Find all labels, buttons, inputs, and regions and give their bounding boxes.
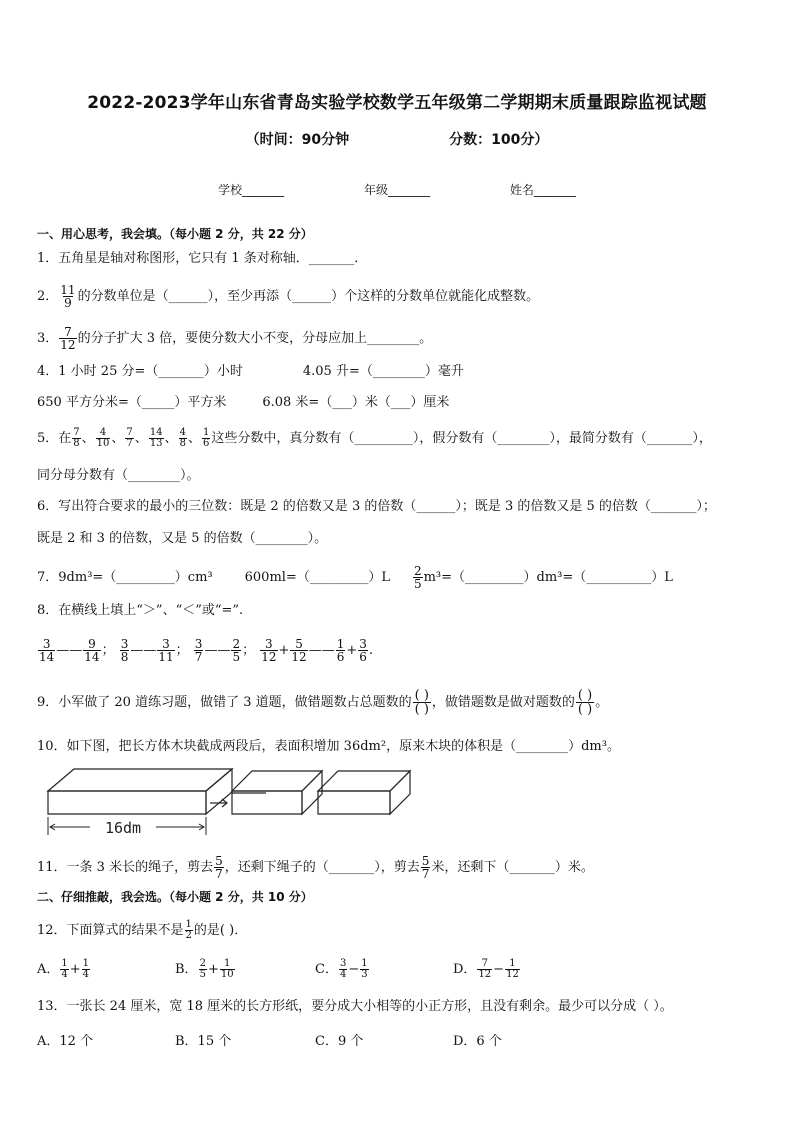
question-text: 。 (595, 695, 609, 710)
denominator: 12 (261, 650, 277, 664)
option-label: D． (453, 962, 477, 977)
fraction (60, 959, 68, 980)
numerator: 1 (61, 958, 68, 969)
option-b[interactable]: B．15 个 (175, 1034, 232, 1049)
question-4-line-2 (37, 393, 449, 413)
question-5-line-2: 同分母分数有（________）。 (37, 468, 200, 483)
numerator: 14 (149, 427, 163, 438)
separator: 、 (111, 431, 125, 446)
question-text: ，做错题数是做对题数的 (431, 695, 575, 710)
fraction (38, 638, 55, 663)
option-label: C． (315, 962, 338, 977)
separator: ； (101, 643, 115, 658)
section-2-title: 二、仔细推敲，我会选。（每小题 2 分，共 10 分） (37, 890, 313, 904)
answer-fraction-blank (576, 689, 594, 716)
denominator: 4 (61, 969, 68, 980)
fraction (336, 638, 346, 663)
fraction (125, 428, 133, 449)
question-text: 12．下面算式的结果不是 (37, 923, 184, 938)
compare-blank: —— (204, 643, 231, 658)
fraction (82, 959, 90, 980)
fraction (202, 428, 210, 449)
question-1: 1．五角星是轴对称图形，它只有 1 条对称轴．_______． (37, 251, 368, 266)
operator: − (493, 962, 505, 977)
question-12-options (37, 958, 757, 988)
separator: ； (242, 643, 256, 658)
fraction (260, 638, 277, 663)
compare-blank: —— (130, 643, 157, 658)
option-a[interactable] (37, 958, 91, 980)
question-7 (37, 565, 673, 590)
separator: 、 (134, 431, 148, 446)
cut-block-right (318, 771, 410, 814)
option-c[interactable]: C．9 个 (315, 1034, 364, 1049)
q4-part-a: 4．1 小时 25 分=（_______）小时 (37, 364, 243, 379)
numerator: 1 (361, 958, 368, 969)
denominator: 13 (149, 438, 163, 449)
question-13: 13．一张长 24 厘米，宽 18 厘米的长方形纸，要分成大小相等的小正方形，且没有剩余。最少可以分成（ ）。 (37, 999, 673, 1014)
compare-blank: —— (56, 643, 83, 658)
period: . (368, 643, 374, 658)
question-text: 的分数单位是（______），至少再添（______）个这样的分数单位就能化成整数。 (77, 289, 540, 304)
question-number: 2． (37, 289, 59, 304)
question-10: 10．如下图，把长方体木块截成两段后，表面积增加 36dm²，原来木块的体积是（________）dm³。 (37, 739, 620, 754)
denominator: 11 (158, 650, 174, 664)
separator: 、 (81, 431, 95, 446)
denominator: 10 (220, 969, 234, 980)
numerator: 1 (82, 958, 90, 969)
fraction (149, 428, 164, 449)
denominator: 4 (339, 969, 347, 980)
numerator: 3 (265, 637, 273, 651)
separator: 、 (164, 431, 178, 446)
numerator: 5 (295, 637, 303, 651)
plus-sign: + (278, 643, 290, 658)
question-4-line-1 (37, 362, 464, 382)
fraction (199, 959, 207, 980)
operator: + (69, 962, 81, 977)
q7-part-b: 600ml=（_________）L (244, 570, 390, 585)
question-8-instruction: 8．在横线上填上“＞”、“＜”或“=”. (37, 603, 244, 618)
question-text: 这些分数中，真分数有（_________），假分数有（________），最简分数有（_______）， (211, 431, 712, 446)
question-5-line-1 (37, 428, 712, 449)
block-top-face (48, 769, 232, 791)
question-text: 的分子扩大 3 倍，要使分数大小不变，分母应加上________。 (77, 331, 433, 346)
numerator: 1 (509, 958, 516, 969)
separator: ； (175, 643, 189, 658)
q4-part-c: 650 平方分米=（_____）平方米 (37, 395, 227, 410)
fraction (477, 959, 492, 980)
question-2 (37, 284, 539, 309)
answer-fraction-blank (413, 689, 431, 716)
question-text: 米，还剩下（_______）米。 (431, 860, 594, 875)
fraction (339, 959, 347, 980)
operator: + (207, 962, 219, 977)
denominator: 6 (359, 650, 367, 664)
time-limit: （时间：90分钟 (245, 132, 350, 148)
denominator: 12 (478, 969, 492, 980)
name-field: 姓名_______ (509, 183, 576, 197)
numerator: 7 (73, 427, 80, 438)
fraction (505, 959, 520, 980)
option-b[interactable] (175, 958, 236, 980)
fraction (96, 428, 111, 449)
fraction (72, 428, 80, 449)
numerator: 3 (162, 637, 170, 651)
denominator: 7 (421, 867, 430, 881)
question-12 (37, 920, 247, 941)
question-number: 3． (37, 331, 59, 346)
option-label: B． (175, 962, 198, 977)
fraction (185, 920, 193, 941)
option-label: A． (37, 962, 60, 977)
denominator: 12 (60, 338, 76, 352)
grade-field: 年级_______ (363, 183, 430, 197)
numerator: 7 (481, 958, 488, 969)
fraction (194, 638, 204, 663)
numerator: 3 (359, 637, 367, 651)
numerator: 3 (339, 958, 347, 969)
fraction (83, 638, 100, 663)
option-c[interactable] (315, 958, 370, 980)
question-text: 11．一条 3 米长的绳子，剪去 (37, 860, 214, 875)
numerator: 2 (232, 637, 241, 651)
denominator: 6 (336, 650, 345, 664)
fraction (59, 326, 76, 351)
denominator: 8 (120, 650, 129, 664)
numerator-blank: ( ) (577, 688, 593, 703)
question-11 (37, 855, 594, 880)
denominator: 5 (232, 650, 241, 664)
fraction (179, 428, 187, 449)
question-text: ，还剩下绳子的（_______），剪去 (224, 860, 420, 875)
denominator: 12 (291, 650, 307, 664)
q7-part-a: 7．9dm³=（_________）cm³ (37, 570, 213, 585)
total-score: 分数：100分） (449, 132, 549, 148)
fraction (120, 638, 130, 663)
numerator-blank: ( ) (414, 688, 429, 703)
option-a[interactable]: A．12 个 (37, 1034, 94, 1049)
question-3 (37, 326, 432, 351)
denominator: 14 (39, 650, 55, 664)
numerator: 5 (215, 854, 223, 868)
numerator: 3 (42, 637, 51, 651)
question-13-options (37, 1030, 757, 1052)
denominator: 7 (194, 650, 203, 664)
denominator: 8 (73, 438, 80, 449)
fraction (220, 959, 235, 980)
numerator: 7 (126, 427, 133, 438)
numerator: 2 (413, 564, 422, 578)
numerator: 7 (64, 325, 72, 339)
question-6-line-2: 既是 2 和 3 的倍数，又是 5 的倍数（________）。 (37, 531, 328, 546)
school-field: 学校_______ (218, 183, 285, 197)
operator: − (348, 962, 360, 977)
dimension-label: 16dm (104, 819, 142, 837)
denominator: 5 (413, 577, 422, 591)
numerator: 3 (194, 637, 203, 651)
wood-block-figure (44, 765, 424, 843)
option-d[interactable] (453, 958, 521, 980)
numerator: 9 (88, 637, 96, 651)
denominator: 2 (185, 930, 192, 941)
option-d[interactable]: D．6 个 (453, 1034, 502, 1049)
numerator: 1 (336, 637, 345, 651)
q7-part-c: m³=（_________）dm³=（__________）L (423, 570, 673, 585)
denominator: 14 (84, 650, 100, 664)
question-text: 9．小军做了 20 道练习题，做错了 3 道题，做错题数占总题数的 (37, 695, 412, 710)
question-9 (37, 689, 608, 716)
compare-blank: —— (308, 643, 335, 658)
student-info-row (0, 181, 794, 198)
numerator: 4 (99, 427, 107, 438)
numerator: 1 (224, 958, 231, 969)
denominator: 8 (179, 438, 186, 449)
question-6-line-1: 6．写出符合要求的最小的三位数：既是 2 的倍数又是 3 的倍数（______）；既是 3 的倍数又是 5 的倍数（_______）； (37, 499, 716, 514)
q4-part-b: 4.05 升=（________）毫升 (302, 364, 464, 379)
numerator: 4 (179, 427, 186, 438)
denominator: 3 (361, 969, 368, 980)
block-front-face (48, 791, 206, 814)
numerator: 1 (185, 919, 192, 930)
denominator-blank: ( ) (577, 702, 593, 717)
denominator: 5 (199, 969, 206, 980)
denominator: 10 (96, 438, 110, 449)
fraction (231, 638, 241, 663)
question-8-items (37, 638, 373, 663)
numerator: 3 (120, 637, 129, 651)
plus-sign: + (346, 643, 358, 658)
denominator: 7 (215, 867, 223, 881)
block-side-face (206, 769, 232, 814)
separator: 、 (187, 431, 201, 446)
numerator: 5 (421, 854, 430, 868)
fraction (358, 638, 368, 663)
fraction (157, 638, 174, 663)
denominator-blank: ( ) (414, 702, 429, 717)
section-1-title: 一、用心思考，我会填。（每小题 2 分，共 22 分） (37, 227, 313, 241)
fraction (421, 855, 431, 880)
numerator: 2 (199, 958, 206, 969)
fraction (59, 284, 76, 309)
arrow-icon (210, 799, 227, 807)
fraction (360, 959, 368, 980)
fraction (214, 855, 224, 880)
numerator: 1 (202, 427, 210, 438)
denominator: 7 (126, 438, 133, 449)
question-number: 5．在 (37, 431, 72, 446)
denominator: 12 (506, 969, 519, 980)
denominator: 4 (82, 969, 90, 980)
denominator: 6 (202, 438, 210, 449)
fraction (290, 638, 307, 663)
denominator: 9 (64, 296, 72, 310)
numerator: 11 (60, 283, 76, 297)
exam-title: 2022-2023学年山东省青岛实验学校数学五年级第二学期期末质量跟踪监视试题 (87, 93, 707, 113)
question-text: 的是( )． (193, 923, 248, 938)
fraction (413, 565, 423, 590)
q4-part-d: 6.08 米=（___）米（___）厘米 (262, 395, 450, 410)
exam-subtitle (0, 129, 794, 149)
